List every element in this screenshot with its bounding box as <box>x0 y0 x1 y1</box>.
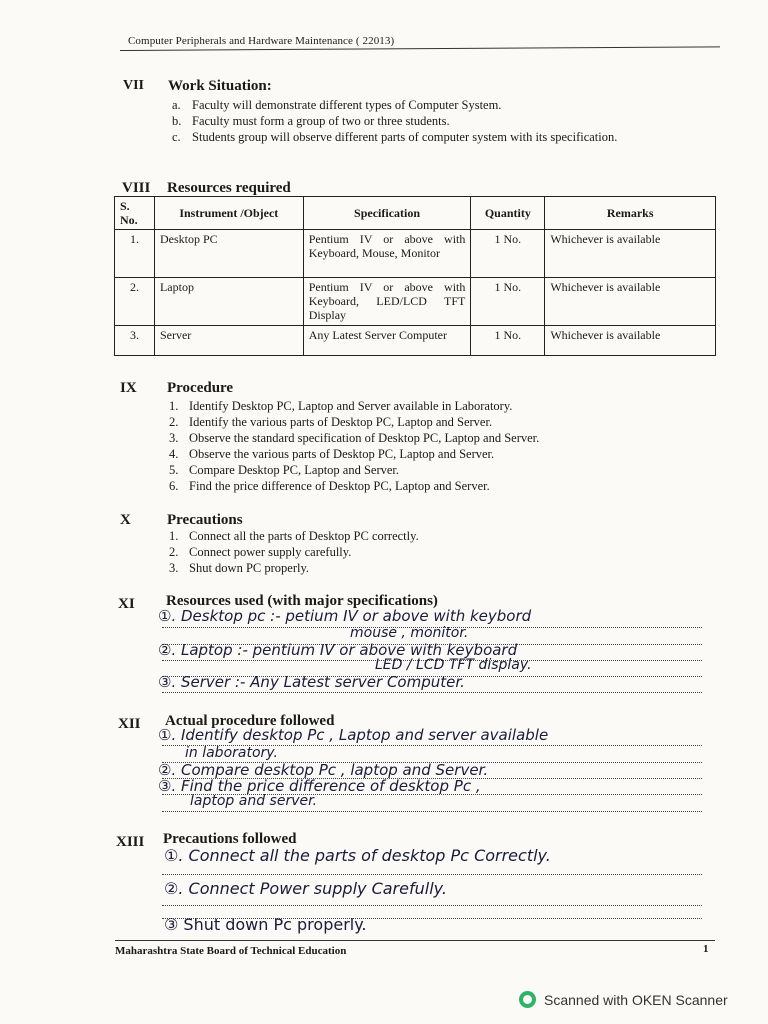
handwritten-line: ③. Find the price difference of desktop Pc , <box>158 777 481 795</box>
list-item: 3. Shut down PC properly. <box>169 561 310 575</box>
answer-line <box>162 905 702 906</box>
list-item: b. Faculty must form a group of two or three students. <box>172 114 450 128</box>
section-x-title: Precautions <box>167 512 243 528</box>
section-ix-number: IX <box>120 380 137 396</box>
handwritten-line: ①. Identify desktop Pc , Laptop and server available <box>158 726 549 744</box>
work-situation-list <box>172 97 707 145</box>
handwritten-line: ②. Connect Power supply Carefully. <box>164 879 447 898</box>
cell-sno: 2. <box>115 278 155 326</box>
table-header-row <box>115 197 716 230</box>
section-xii-number: XII <box>118 716 141 732</box>
list-item: c. Students group will observe different parts of computer system with its specification. <box>172 130 618 144</box>
page-header: Computer Peripherals and Hardware Maintenance ( 22013) <box>128 35 395 47</box>
handwritten-line: ①. Desktop pc :- petium IV or above with keybord <box>158 607 532 625</box>
handwritten-line: ②. Compare desktop Pc , laptop and Server. <box>158 761 489 779</box>
handwritten-line: mouse , monitor. <box>350 625 469 641</box>
list-item: 1. Connect all the parts of Desktop PC correctly. <box>169 529 419 543</box>
list-item: 5. Compare Desktop PC, Laptop and Server. <box>169 463 400 477</box>
list-item: 2. Identify the various parts of Desktop PC, Laptop and Server. <box>169 415 493 429</box>
section-viii-number: VIII <box>122 180 151 196</box>
section-x-number: X <box>120 512 131 528</box>
section-vii-title: Work Situation: <box>168 78 272 94</box>
handwritten-line: in laboratory. <box>185 745 278 761</box>
list-item: 4. Observe the various parts of Desktop PC, Laptop and Server. <box>169 447 495 461</box>
handwritten-line: ③ Shut down Pc properly. <box>164 915 367 934</box>
handwritten-line: ③. Server :- Any Latest server Computer. <box>158 673 465 691</box>
list-item: 1. Identify Desktop PC, Laptop and Server available in Laboratory. <box>169 399 513 413</box>
column-header: Quantity <box>471 197 545 230</box>
answer-line <box>162 692 702 693</box>
list-item: 2. Connect power supply carefully. <box>169 545 352 559</box>
handwritten-line: laptop and server. <box>190 793 318 809</box>
cell-object: Laptop <box>154 278 303 326</box>
section-xiii-number: XIII <box>116 834 145 850</box>
page-footer: Maharashtra State Board of Technical Education <box>115 945 347 957</box>
scanner-logo-icon <box>519 991 536 1008</box>
column-header: S. No. <box>115 197 155 230</box>
answer-line <box>162 874 702 875</box>
section-ix-title: Procedure <box>167 380 234 396</box>
column-header: Specification <box>303 197 471 230</box>
cell-specification: Any Latest Server Computer <box>303 326 471 356</box>
list-item: 6. Find the price difference of Desktop PC, Laptop and Server. <box>169 479 490 493</box>
cell-object: Server <box>154 326 303 356</box>
list-item: a. Faculty will demonstrate different types of Computer System. <box>172 98 502 112</box>
table-row <box>115 278 716 326</box>
section-xiii-title: Precautions followed <box>163 831 297 847</box>
cell-object: Desktop PC <box>154 230 303 278</box>
precautions-list <box>169 528 689 576</box>
cell-specification: Pentium IV or above with Keyboard, LED/LCD TFT Display <box>303 278 471 326</box>
cell-sno: 1. <box>115 230 155 278</box>
section-vii-number: VII <box>123 78 145 93</box>
cell-quantity: 1 No. <box>471 230 545 278</box>
answer-line <box>162 811 702 812</box>
table-row <box>115 230 716 278</box>
cell-quantity: 1 No. <box>471 278 545 326</box>
section-xii-title: Actual procedure followed <box>165 713 335 729</box>
footer-rule <box>115 940 715 941</box>
resources-table <box>114 196 716 356</box>
handwritten-line: ①. Connect all the parts of desktop Pc Correctly. <box>164 846 551 865</box>
procedure-list <box>169 398 689 494</box>
handwritten-line: ②. Laptop :- pentium IV or above with keyboard <box>158 641 518 659</box>
section-xi-number: XI <box>118 596 135 612</box>
page-number: 1 <box>703 943 709 955</box>
section-viii-title: Resources required <box>167 180 291 196</box>
header-rule <box>120 46 720 51</box>
handwritten-line: LED / LCD TFT display. <box>375 657 532 673</box>
cell-quantity: 1 No. <box>471 326 545 356</box>
section-xi-title: Resources used (with major specifications) <box>166 593 438 609</box>
cell-remarks: Whichever is available <box>545 326 716 356</box>
table-row <box>115 326 716 356</box>
cell-remarks: Whichever is available <box>545 278 716 326</box>
watermark-text: Scanned with OKEN Scanner <box>544 991 728 1008</box>
column-header: Instrument /Object <box>154 197 303 230</box>
list-item: 3. Observe the standard specification of Desktop PC, Laptop and Server. <box>169 431 540 445</box>
cell-specification: Pentium IV or above with Keyboard, Mouse, Monitor <box>303 230 471 278</box>
cell-sno: 3. <box>115 326 155 356</box>
scanner-watermark <box>519 991 728 1008</box>
column-header: Remarks <box>545 197 716 230</box>
cell-remarks: Whichever is available <box>545 230 716 278</box>
